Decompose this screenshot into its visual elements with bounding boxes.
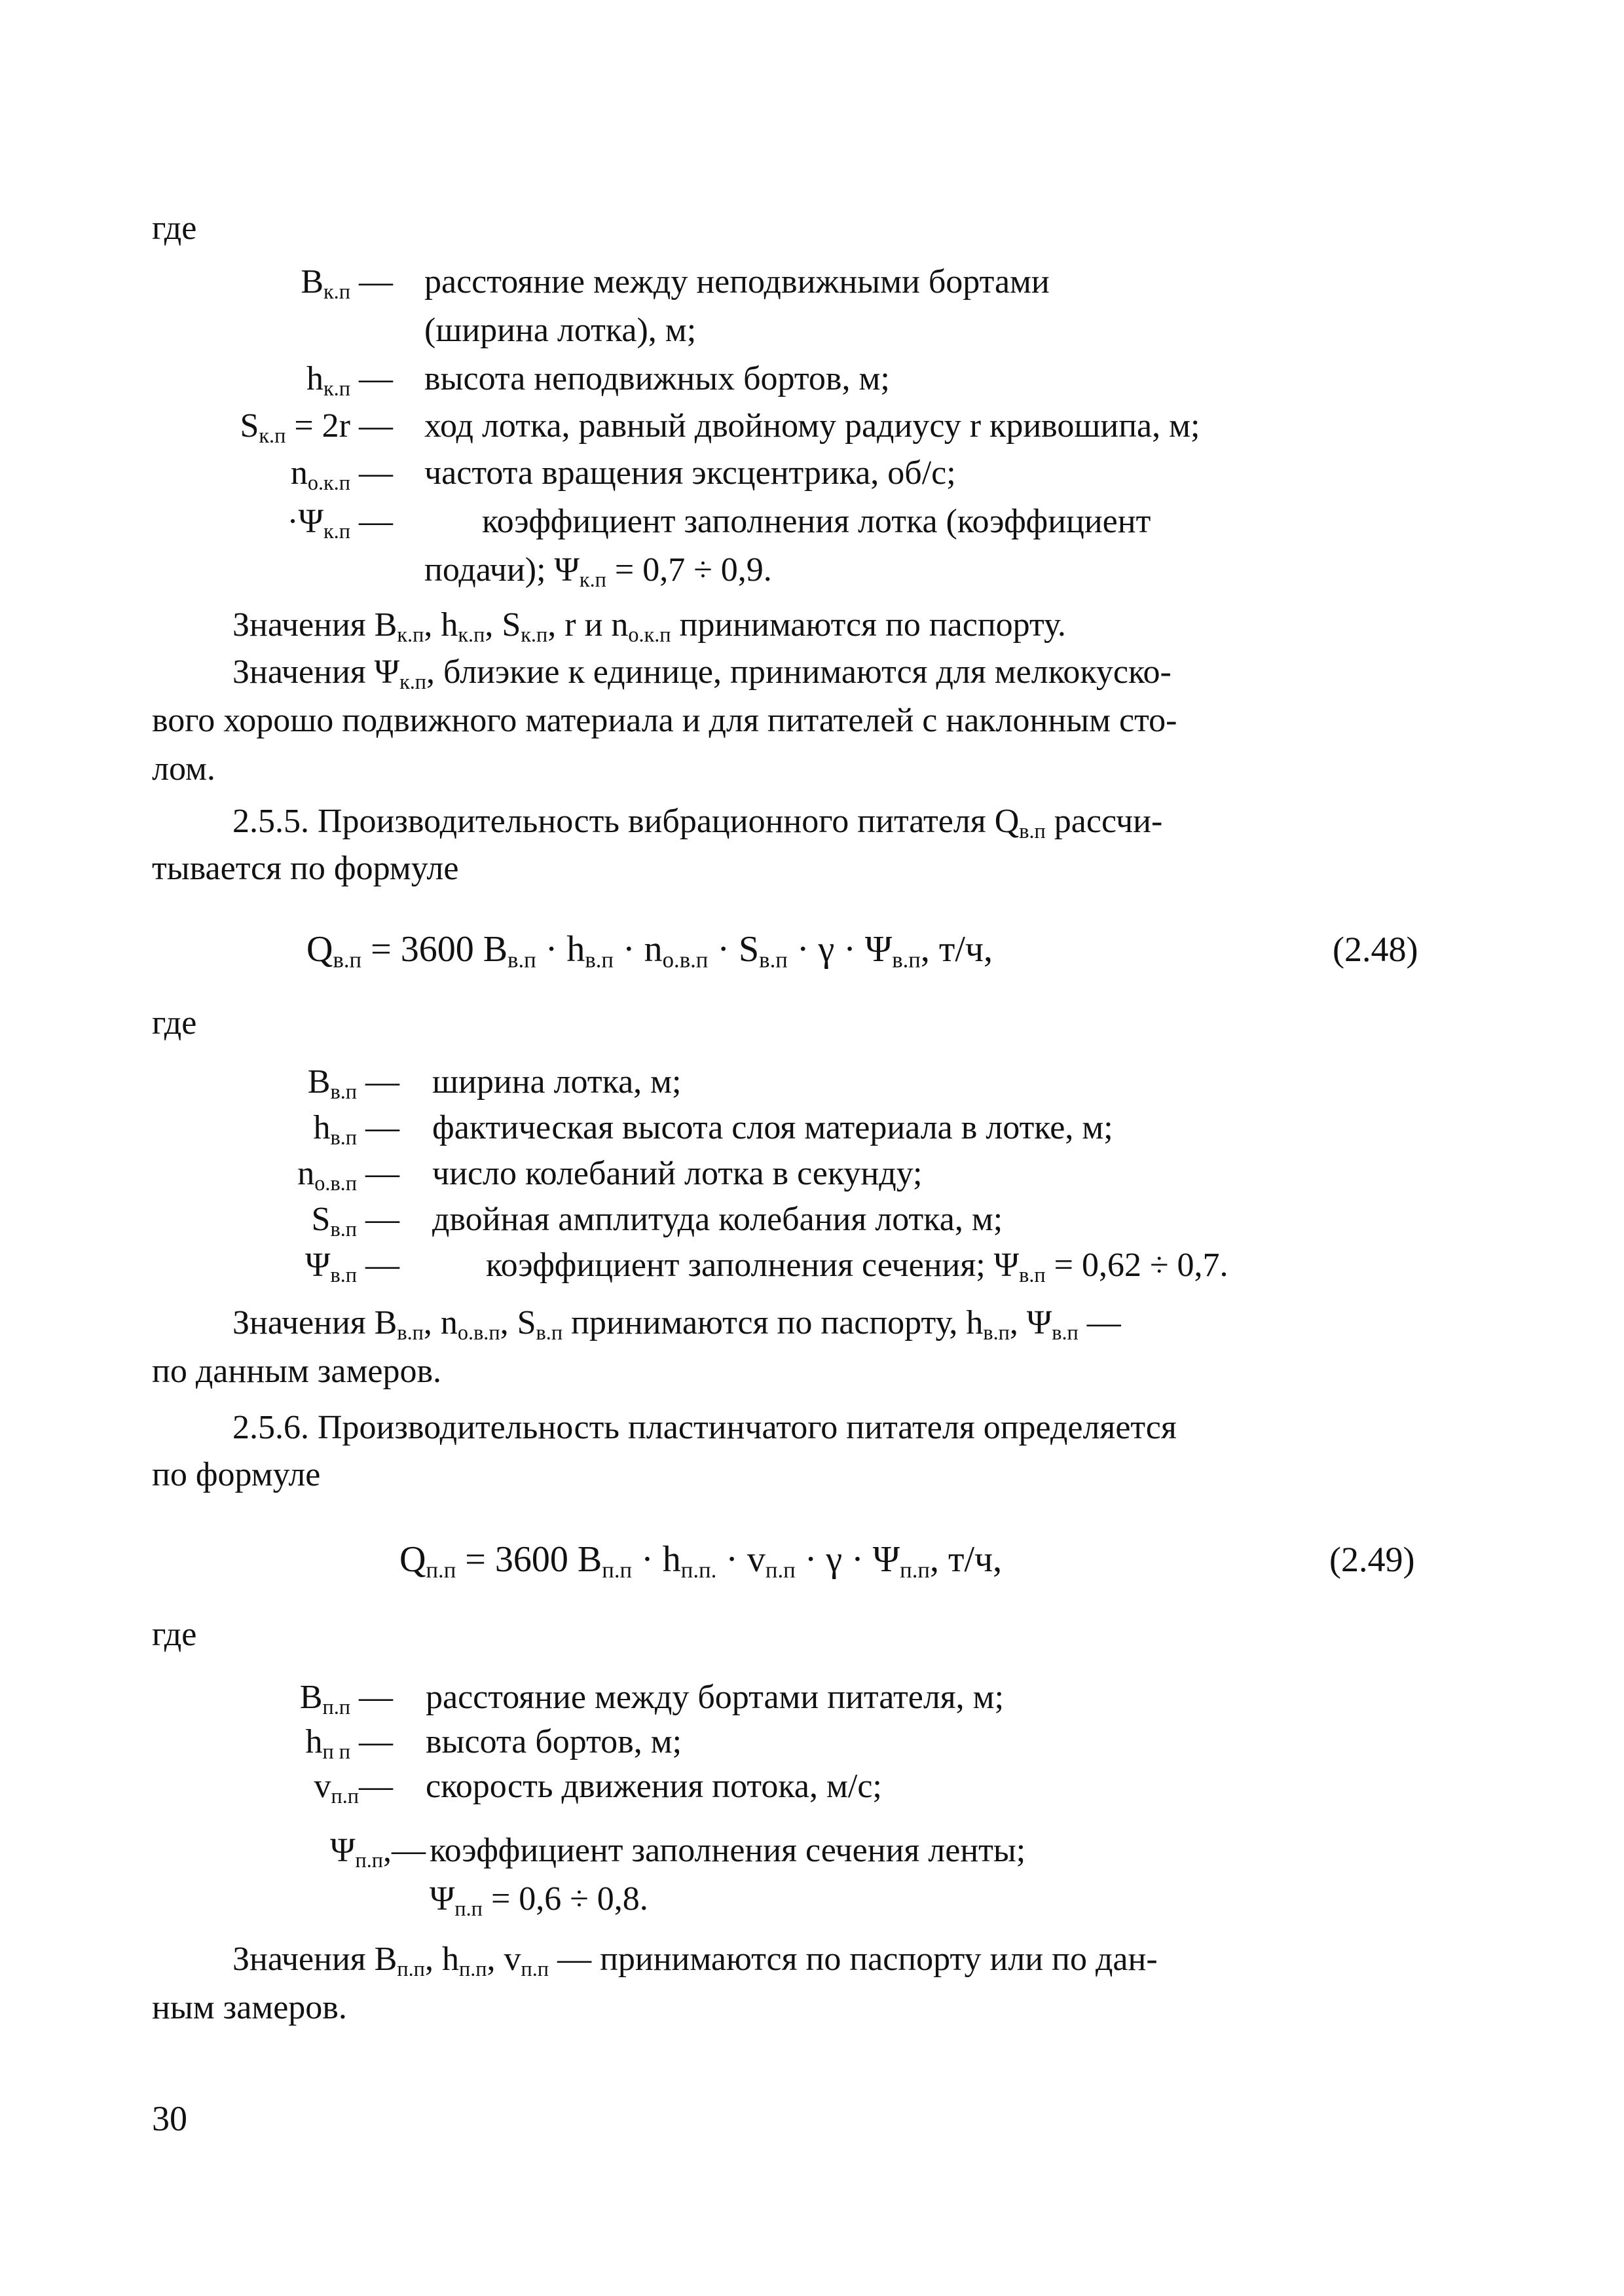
para-values-pp-line1: Значения $B_{п.п}$, $h_{п.п}$, $v_{п.п}$ — принимаются по паспорту или по дан-	[232, 1941, 1158, 1981]
para-values-vp-line2: по данным замеров.	[152, 1353, 442, 1390]
page-number: 30	[152, 2099, 187, 2138]
section-256-line1: 2.5.6. Производительность пластинчатого питателя определяется	[232, 1409, 1177, 1446]
section-255-line2: тывается по формуле	[152, 850, 459, 887]
desc-psi-kp-2: подачи); $\Psi_{к.п} = 0,7 \div 0,9$.	[424, 551, 772, 592]
term-s-vp: $S_{в.п}$ —	[311, 1201, 399, 1241]
desc-s-vp: двойная амплитуда колебания лотка, м;	[432, 1201, 1003, 1238]
desc-h-kp: высота неподвижных бортов, м;	[424, 360, 890, 397]
term-h-kp: $h_{к.п}$ —	[306, 360, 393, 401]
term-b-pp: $В_{п.п}$ —	[299, 1679, 393, 1719]
desc-b-kp-1: расстояние между неподвижными бортами	[424, 263, 1050, 301]
para-psi-kp-line3: лом.	[152, 750, 215, 788]
equation-number-2-49: (2.49)	[1329, 1540, 1415, 1579]
term-psi-vp: $\Psi_{в.п}$ —	[305, 1247, 399, 1287]
term-s-kp: $S_{к.п} = 2r$ —	[240, 407, 393, 448]
desc-b-pp: расстояние между бортами питателя, м;	[426, 1679, 1005, 1716]
para-values-pp-line2: ным замеров.	[152, 1989, 347, 2026]
term-n-okp: $n_{о.к.п}$ —	[290, 454, 393, 495]
term-v-pp: $v_{п.п}—$	[314, 1768, 393, 1808]
term-b-kp: $В_{к.п}$ —	[301, 263, 393, 304]
desc-n-ovp: число колебаний лотка в секунду;	[432, 1155, 923, 1192]
desc-s-kp: ход лотка, равный двойному радиусу r кривошипа, м;	[424, 407, 1200, 445]
where-label-2: где	[152, 1004, 197, 1042]
term-b-vp: $В_{в.п}$ —	[307, 1063, 399, 1104]
equation-2-48: $Q_{в.п} = 3600$ $В_{в.п} \cdot h_{в.п} \cdot n_{о.в.п} \cdot S_{в.п} \cdot \gamma \cdot \Psi_{в.п}$, т/ч,	[306, 929, 993, 973]
para-values-kp: Значения $B_{к.п}$, $h_{к.п}$, $S_{к.п}$, r и $n_{о.к.п}$ принимаются по паспорту.	[232, 606, 1066, 647]
desc-b-vp: ширина лотка, м;	[432, 1063, 682, 1101]
term-h-vp: $h_{в.п}$ —	[313, 1109, 399, 1150]
term-h-pp: $h_{п п}$ —	[305, 1723, 393, 1764]
desc-n-okp: частота вращения эксцентрика, об/с;	[424, 454, 956, 492]
para-psi-kp-line1: Значения $\Psi_{к.п}$, блиэкие к единице, принимаются для мелкокуско-	[232, 653, 1172, 694]
desc-h-pp: высота бортов, м;	[426, 1723, 682, 1760]
equation-number-2-48: (2.48)	[1333, 930, 1418, 969]
para-psi-kp-line2: вого хорошо подвижного материала и для питателей с наклонным сто-	[152, 702, 1177, 739]
desc-b-kp-2: (ширина лотка), м;	[424, 312, 697, 349]
desc-psi-pp: коэффициент заполнения сечения ленты;	[430, 1832, 1026, 1869]
term-n-ovp: $n_{о.в.п}$ —	[297, 1155, 399, 1195]
desc-h-vp: фактическая высота слоя материала в лотке, м;	[432, 1109, 1113, 1146]
desc-psi-vp: коэффициент заполнения сечения; $\Psi_{в.п} = 0,62 \div 0,7$.	[486, 1247, 1228, 1287]
term-psi-kp: $\cdot\Psi_{к.п}$ —	[287, 503, 393, 543]
section-255-line1: 2.5.5. Производительность вибрационного питателя $Q_{в.п}$ рассчи-	[232, 803, 1163, 843]
para-values-vp-line1: Значения $B_{в.п}$, $n_{о.в.п}$, $S_{в.п}$ принимаются по паспорту, $h_{в.п}$, $\Psi_{в.п}$ —	[232, 1304, 1121, 1345]
section-256-line2: по формуле	[152, 1456, 321, 1493]
desc-v-pp: скорость движения потока, м/с;	[426, 1768, 882, 1805]
where-label-3: где	[152, 1616, 197, 1653]
desc-psi-kp-1: коэффициент заполнения лотка (коэффициент	[482, 503, 1151, 540]
term-psi-pp: $\Psi_{п.п},—$	[330, 1832, 426, 1872]
psi-pp-range: $\Psi_{п.п} = 0,6 \div 0,8$.	[430, 1880, 648, 1921]
where-label-1: где	[152, 210, 197, 247]
equation-2-49: $Q_{п.п} = 3600$ $В_{п.п} \cdot h_{п.п.} \cdot v_{п.п} \cdot \gamma \cdot \Psi_{п.п}$, т/ч,	[399, 1539, 1003, 1583]
